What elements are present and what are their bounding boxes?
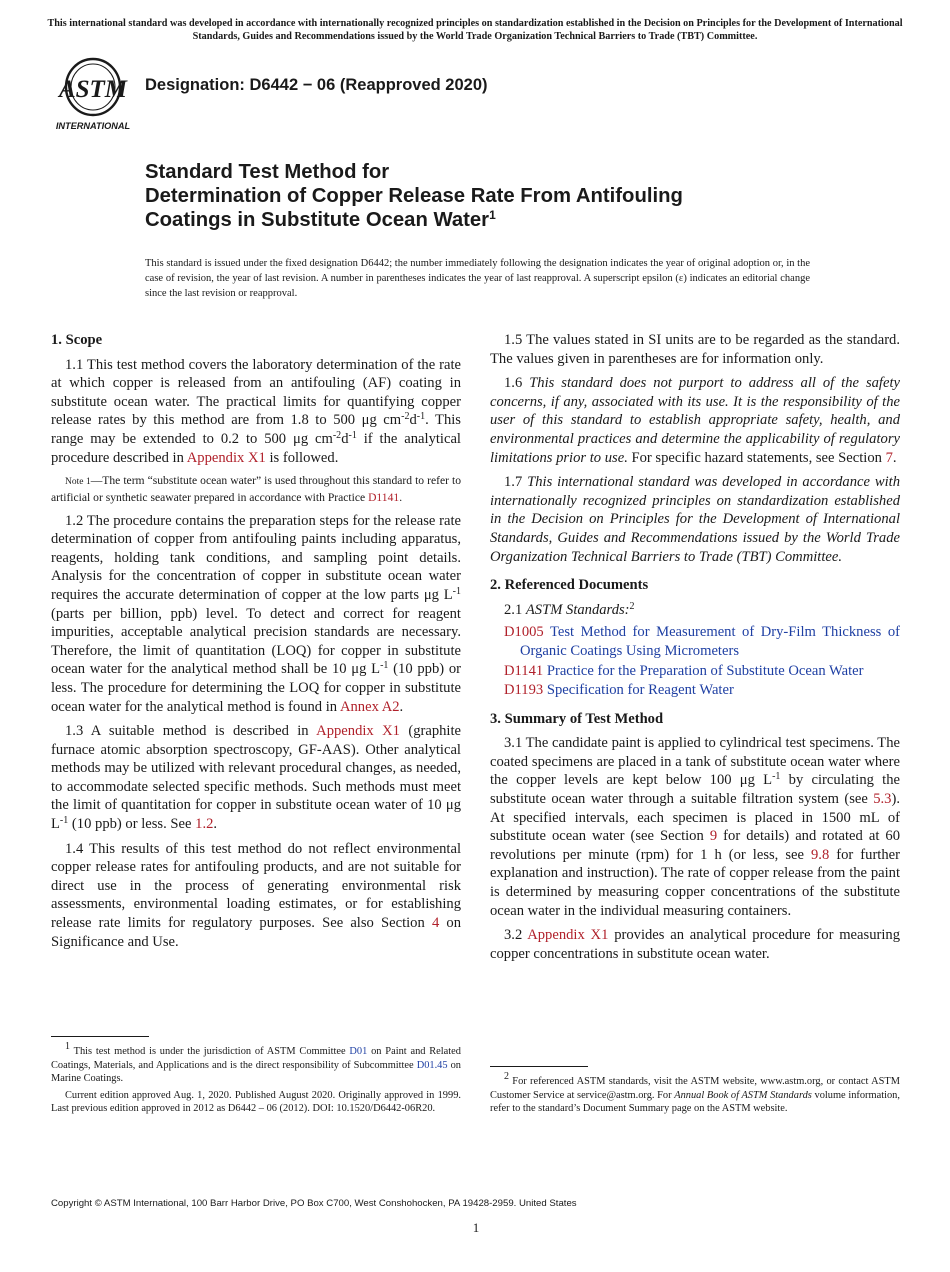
designation: Designation: D6442 − 06 (Reapproved 2020): [145, 76, 488, 94]
footnote-1: $^1$ This test method is under the jurisdiction of ASTM Committee D01 on Paint and Related Coatings, Materials, and Applications and is the direct responsibility of Subcommittee D01.45 on Marine Coatings.: [51, 1041, 461, 1085]
footnote-rule-left: [51, 1036, 149, 1037]
link-5-3[interactable]: 5.3: [873, 791, 892, 808]
link-d01-45[interactable]: D01.45: [416, 1059, 448, 1071]
copyright: Copyright © ASTM International, 100 Barr Harbor Drive, PO Box C700, West Conshohocken, PA 19428-2959. United States: [51, 1198, 577, 1209]
reference-title-link[interactable]: Test Method for Measurement of Dry-Film Thickness of Organic Coatings Using Micrometers: [520, 624, 900, 659]
logo-caption: INTERNATIONAL: [55, 121, 131, 131]
footnotes-left: [51, 1041, 461, 1119]
page-number: 1: [472, 1220, 480, 1235]
astm-logo: [52, 56, 134, 134]
link-appendix-x1[interactable]: Appendix X1: [316, 723, 400, 740]
link-d01[interactable]: D01: [349, 1046, 368, 1057]
reference-code-link[interactable]: D1005: [504, 624, 544, 641]
link-section-9[interactable]: 9: [709, 828, 718, 845]
scope-heading: 1. Scope: [51, 332, 103, 348]
title-line-1: Standard Test Method for: [145, 161, 390, 183]
paragraph-1-2: 1.2 The procedure contains the preparation steps for the release rate determination of copper from antifouling paints including apparatus, reagents, holding tank conditions, and sampling point details. Analysis for the concentration of copper in substitute ocean water requires the accurate determination of copper at the low parts μg $L^{-1}$ (parts per billion, ppb) level. To detect and correct for reagent impurities, acceptable analytical precision standards are necessary. Therefore, the limit of quantitation (LOQ) for copper in substitute ocean water for the analytical method shall be 10 μg $L^{-1}$ (10 ppb) or less. The procedure for determining the LOQ for copper in substitute ocean water for the analytical method is found in Annex A2.: [51, 512, 461, 715]
paragraph-1-4: 1.4 This results of this test method do not reflect environmental copper release rates for antifouling products, and are not suitable for direct use in the process of generating environmental risk assessments, environmental loading estimates, or for establishing release rate limits for regulatory purposes. See also Section 4 on Significance and Use.: [51, 840, 461, 950]
right-column: [490, 331, 900, 969]
link-d1141[interactable]: D1141: [368, 491, 400, 505]
reference-item: [490, 662, 900, 681]
title-footnote-mark: 1: [489, 207, 496, 222]
reference-item: [490, 623, 900, 660]
link-appendix-x1[interactable]: Appendix X1: [527, 927, 609, 944]
reference-item: [490, 681, 900, 700]
reference-code-link[interactable]: D1193: [504, 682, 544, 699]
logo-wordmark: ASTM: [58, 76, 128, 103]
footnote-2: $^2$ For referenced ASTM standards, visit the ASTM website, www.astm.org, or contact ASTM Customer Service at service@astm.org. For Annual Book of ASTM Standards volume information, refer to the standard’s Document Summary page on the ASTM website.: [490, 1071, 900, 1115]
link-annex-a2[interactable]: Annex A2: [339, 698, 400, 715]
link-section-4[interactable]: 4: [431, 915, 440, 932]
link-appendix-x1[interactable]: Appendix X1: [186, 449, 266, 466]
astm-standards-label: 2.1 ASTM Standards:$^2$: [504, 600, 635, 618]
link-section-7[interactable]: 7: [885, 449, 893, 466]
paragraph-1-1: 1.1 This test method covers the laboratory determination of the rate at which copper is released from an antifouling (AF) coating in substitute ocean water. The practical limits for quantifying copper release rates by this method are from 1.8 to 500 μg $cm^{-2}d^{-1}$. This range may be extended to 0.2 to 500 μg $cm^{-2}d^{-1}$ if the analytical procedure described in Appendix X1 is followed.: [51, 356, 461, 466]
paragraph-3-1: 3.1 The candidate paint is applied to cylindrical test specimens. The coated specimens are placed in a tank of substitute ocean water where the copper levels are kept below 100 μg $L^{-1}$ by circulating the substitute ocean water through a suitable filtration system (see 5.3). At specified intervals, each specimen is placed in 1500 mL of substitute ocean water (see Section 9 for details) and rotated at 60 revolutions per minute (rpm) for 1 h (or less, see 9.8 for further explanation and instruction). The rate of copper release from the paint is determined by measuring copper concentrations of the substitute ocean water in the individual measuring containers.: [490, 735, 901, 919]
footnote-rule-right: [490, 1066, 588, 1067]
paragraph-1-3: 1.3 A suitable method is described in Appendix X1 (graphite furnace atomic absorption spectroscopy, GF-AAS). Other analytical methods may be utilized with relevant procedural changes, as needed, to accommodate selected specific methods. Such methods must meet the limit of quantitation for copper in substitute ocean water of 10 μg $L^{-1}$ (10 ppb) or less. See 1.2.: [51, 723, 462, 833]
paragraph-3-2: 3.2 Appendix X1 provides an analytical procedure for measuring copper concentrations in substitute ocean water.: [490, 927, 900, 962]
reference-title-link[interactable]: Practice for the Preparation of Substitute Ocean Water: [546, 662, 864, 679]
paragraph-1-6: 1.6 This standard does not purport to address all of the safety concerns, if any, associated with its use. It is the responsibility of the user of this standard to establish appropriate safety, health, and environmental practices and determine the applicability of regulatory limitations prior to use. For specific hazard statements, see Section 7.: [490, 375, 900, 466]
paragraph-1-7: 1.7 This international standard was developed in accordance with internationally recognized principles on standardization established in the Decision on Principles for the Development of International Standards, Guides and Recommendations issued by the World Trade Organization Technical Barriers to Trade (TBT) Committee.: [490, 474, 901, 565]
reference-title-link[interactable]: Specification for Reagent Water: [546, 682, 734, 699]
reference-code-link[interactable]: D1141: [504, 662, 544, 679]
link-1-2[interactable]: 1.2: [195, 816, 214, 833]
referenced-documents-heading: 2. Referenced Documents: [490, 577, 649, 594]
document-title: [145, 161, 845, 232]
left-column: [51, 331, 461, 957]
footnote-1-edition: Current edition approved Aug. 1, 2020. Published August 2020. Originally approved in 1999. Last previous edition approved in 2012 as D6442 – 06 (2012). DOI: 10.1520/D6442-06R20.: [51, 1089, 461, 1115]
top-notice: This international standard was developed in accordance with internationally recognized principles on standardization established in the Decision on Principles for the Development of International Standards, Guides and Recommendations issued by the World Trade Organization Technical Barriers to Trade (TBT) Committee.: [47, 18, 903, 42]
issue-note: This standard is issued under the fixed designation D6442; the number immediately following the designation indicates the year of original adoption or, in the case of revision, the year of last revision. A number in parentheses indicates the year of last reapproval. A superscript epsilon (ε) indicates an editorial change since the last revision or reapproval.: [145, 258, 810, 299]
footnotes-right: [490, 1071, 900, 1119]
title-line-3: Coatings in Substitute Ocean Water$^1$: [145, 207, 496, 231]
paragraph-1-5: 1.5 The values stated in SI units are to be regarded as the standard. The values given in parentheses are for information only.: [490, 332, 900, 367]
note-1: Note 1—The term “substitute ocean water” is used throughout this standard to refer to artificial or synthetic seawater prepared in accordance with Practice D1141.: [51, 474, 461, 505]
link-9-8[interactable]: 9.8: [811, 846, 830, 863]
title-line-2: Determination of Copper Release Rate From Antifouling: [145, 184, 683, 207]
summary-heading: 3. Summary of Test Method: [490, 710, 664, 727]
reference-list: [490, 623, 900, 699]
